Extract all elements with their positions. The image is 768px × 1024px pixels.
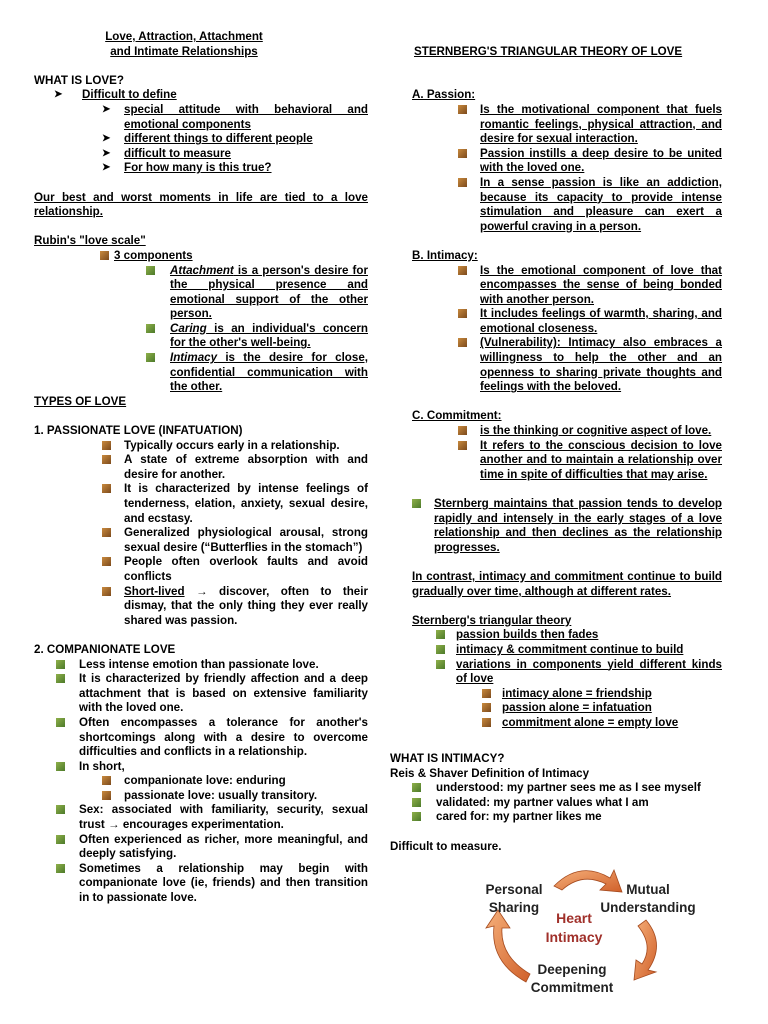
square-bullet-icon <box>146 353 155 362</box>
list-item: Caring is an individual's concern for the other's well-being. <box>34 322 368 351</box>
square-bullet-icon <box>436 660 445 669</box>
label-sharing: Sharing <box>488 900 540 915</box>
list-item: Sometimes a relationship may begin with companionate love (ie, friends) and then transition in to passionate love. <box>34 862 368 906</box>
list-item: It includes feelings of warmth, sharing, and emotional closeness. <box>412 307 722 336</box>
companionate-love-heading: 2. COMPANIONATE LOVE <box>34 642 176 656</box>
arrowhead-bullet-icon: ➤ <box>102 147 111 159</box>
list-item: (Vulnerability): Intimacy also embraces a willingness to help the other and an openness to sharing private thoughts and feelings with the beloved. <box>412 336 722 394</box>
list-item: cared for: my partner likes me <box>390 810 730 825</box>
list-item: People often overlook faults and avoid conflicts <box>34 555 368 584</box>
label-personal: Personal <box>485 882 543 897</box>
square-bullet-icon <box>482 718 491 727</box>
square-bullet-icon <box>412 499 421 508</box>
right-arrow-icon: → <box>196 584 208 598</box>
label-mutual: Mutual <box>626 882 670 897</box>
list-item: validated: my partner values what I am <box>390 796 730 811</box>
list-item: Short-lived → discover, often to their dismay, that the only thing they ever really shared was passion. <box>34 585 368 629</box>
square-bullet-icon <box>102 455 111 464</box>
square-bullet-icon <box>458 266 467 275</box>
square-bullet-icon <box>102 484 111 493</box>
list-item: variations in components yield different kinds of love <box>412 658 722 687</box>
passion-heading: A. Passion: <box>412 88 476 102</box>
list-item: It is characterized by intense feelings of tenderness, elation, anxiety, sexual desire, and ecstasy. <box>34 482 368 526</box>
square-bullet-icon <box>412 783 421 792</box>
list-item: Often experienced as richer, more meaningful, and deeply satisfying. <box>34 833 368 862</box>
what-is-intimacy-heading: WHAT IS INTIMACY? <box>390 752 505 765</box>
square-bullet-icon <box>102 441 111 450</box>
doc-title-line1: Love, Attraction, Attachment <box>105 30 263 43</box>
right-arrow-icon: → <box>108 818 120 832</box>
list-item: companionate love: enduring <box>34 774 368 789</box>
list-item: ➤ For how many is this true? <box>102 161 272 175</box>
passionate-love-heading: 1. PASSIONATE LOVE (INFATUATION) <box>34 424 243 438</box>
square-bullet-icon <box>56 660 65 669</box>
difficult-to-measure: Difficult to measure. <box>390 839 502 853</box>
list-item: Often encompasses a tolerance for another's shortcomings along with a desire to overcome difficulties and conflicts in a relationship. <box>34 716 368 760</box>
square-bullet-icon <box>458 105 467 114</box>
arrowhead-bullet-icon: ➤ <box>102 162 111 174</box>
cycle-arrow-top <box>554 870 622 892</box>
square-bullet-icon <box>56 835 65 844</box>
list-item: 3 components <box>34 249 368 264</box>
cycle-arrow-right <box>634 920 657 980</box>
list-item: Sex: associated with familiarity, security, sexual trust → encourages experimentation. <box>34 803 368 832</box>
list-item: ➤ different things to different people <box>102 132 313 146</box>
in-contrast-paragraph: In contrast, intimacy and commitment continue to build gradually over time, although at different rates. <box>412 569 722 598</box>
sternberg-heading: STERNBERG'S TRIANGULAR THEORY OF LOVE <box>414 44 683 58</box>
square-bullet-icon <box>458 441 467 450</box>
square-bullet-icon <box>458 338 467 347</box>
list-item: Generalized physiological arousal, strong sexual desire (“Butterflies in the stomach”) <box>34 526 368 555</box>
list-item: Sternberg maintains that passion tends to develop rapidly and intensely in the early stages of a love relationship and then declines as the relationship progresses. <box>412 497 722 555</box>
square-bullet-icon <box>102 528 111 537</box>
square-bullet-icon <box>482 703 491 712</box>
list-item: ➤ difficult to measure <box>102 146 231 160</box>
list-item: intimacy & commitment continue to build <box>412 643 722 658</box>
label-heart: Heart <box>556 910 592 926</box>
square-bullet-icon <box>56 864 65 873</box>
triangular-theory-heading: Sternberg's triangular theory <box>412 613 572 627</box>
list-item: understood: my partner sees me as I see myself <box>390 781 730 796</box>
list-item: intimacy alone = friendship <box>412 687 722 702</box>
what-is-love-heading: WHAT IS LOVE? <box>34 73 124 87</box>
list-item: passionate love: usually transitory. <box>34 789 368 804</box>
label-deepening: Deepening <box>537 962 607 977</box>
square-bullet-icon <box>146 324 155 333</box>
list-item: Passion instills a deep desire to be united with the loved one. <box>412 147 722 176</box>
square-bullet-icon <box>56 805 65 814</box>
square-bullet-icon <box>56 762 65 771</box>
intimacy-heading: B. Intimacy: <box>412 248 478 262</box>
reis-shaver-heading: Reis & Shaver Definition of Intimacy <box>390 766 590 780</box>
square-bullet-icon <box>482 689 491 698</box>
arrowhead-bullet-icon: ➤ <box>102 103 111 115</box>
list-item: passion builds then fades <box>412 628 722 643</box>
square-bullet-icon <box>436 630 445 639</box>
square-bullet-icon <box>102 587 111 596</box>
square-bullet-icon <box>56 718 65 727</box>
label-understanding: Understanding <box>600 900 696 915</box>
square-bullet-icon <box>412 812 421 821</box>
arrowhead-bullet-icon: ➤ <box>54 89 63 101</box>
list-item: Attachment is a person's desire for the physical presence and emotional support of the other person. <box>34 264 368 322</box>
list-item: Is the motivational component that fuels romantic feelings, physical attraction, and desire for sexual interaction. <box>412 103 722 147</box>
left-column <box>34 30 368 906</box>
rubin-heading: Rubin's "love scale" <box>34 234 146 248</box>
square-bullet-icon <box>458 426 467 435</box>
square-bullet-icon <box>146 266 155 275</box>
list-item: A state of extreme absorption with and desire for another. <box>34 453 368 482</box>
square-bullet-icon <box>458 149 467 158</box>
label-commitment: Commitment <box>530 980 614 995</box>
arrowhead-bullet-icon: ➤ <box>102 133 111 145</box>
label-intimacy: Intimacy <box>545 929 603 945</box>
square-bullet-icon <box>102 557 111 566</box>
intimacy-cycle-diagram <box>470 858 720 1008</box>
cycle-arrow-left <box>486 910 530 982</box>
square-bullet-icon <box>436 645 445 654</box>
list-item: It is characterized by friendly affection and a deep attachment that is based on extensive familiarity with the loved one. <box>34 672 368 716</box>
square-bullet-icon <box>458 309 467 318</box>
list-item: is the thinking or cognitive aspect of love. <box>412 424 722 439</box>
best-worst-paragraph: Our best and worst moments in life are tied to a love relationship. <box>34 190 368 219</box>
list-item: Less intense emotion than passionate love. <box>34 658 368 673</box>
list-item: In short, <box>34 760 368 775</box>
list-item: ➤ Difficult to define <box>54 88 177 102</box>
square-bullet-icon <box>102 791 111 800</box>
list-item: commitment alone = empty love <box>412 716 722 731</box>
commitment-heading: C. Commitment: <box>412 409 502 423</box>
square-bullet-icon <box>102 776 111 785</box>
list-item: In a sense passion is like an addiction, because its capacity to provide intense stimulation and pleasure can exert a powerful craving in a person. <box>412 176 722 234</box>
right-column <box>412 30 722 731</box>
square-bullet-icon <box>100 251 109 260</box>
intimacy-section <box>390 752 730 854</box>
list-item: passion alone = infatuation <box>412 701 722 716</box>
list-item: Is the emotional component of love that encompasses the sense of being bonded with another person. <box>412 264 722 308</box>
doc-title-line2: and Intimate Relationships <box>110 44 258 58</box>
list-item: Intimacy is the desire for close, confidential communication with the other. <box>34 351 368 395</box>
list-item: ➤ special attitude with behavioral and emotional components <box>102 102 368 131</box>
square-bullet-icon <box>56 674 65 683</box>
list-item: Typically occurs early in a relationship. <box>34 439 368 454</box>
square-bullet-icon <box>412 798 421 807</box>
square-bullet-icon <box>458 178 467 187</box>
list-item: It refers to the conscious decision to love another and to maintain a relationship over time in spite of difficulties that may arise. <box>412 439 722 483</box>
types-of-love-heading: TYPES OF LOVE <box>34 394 127 408</box>
